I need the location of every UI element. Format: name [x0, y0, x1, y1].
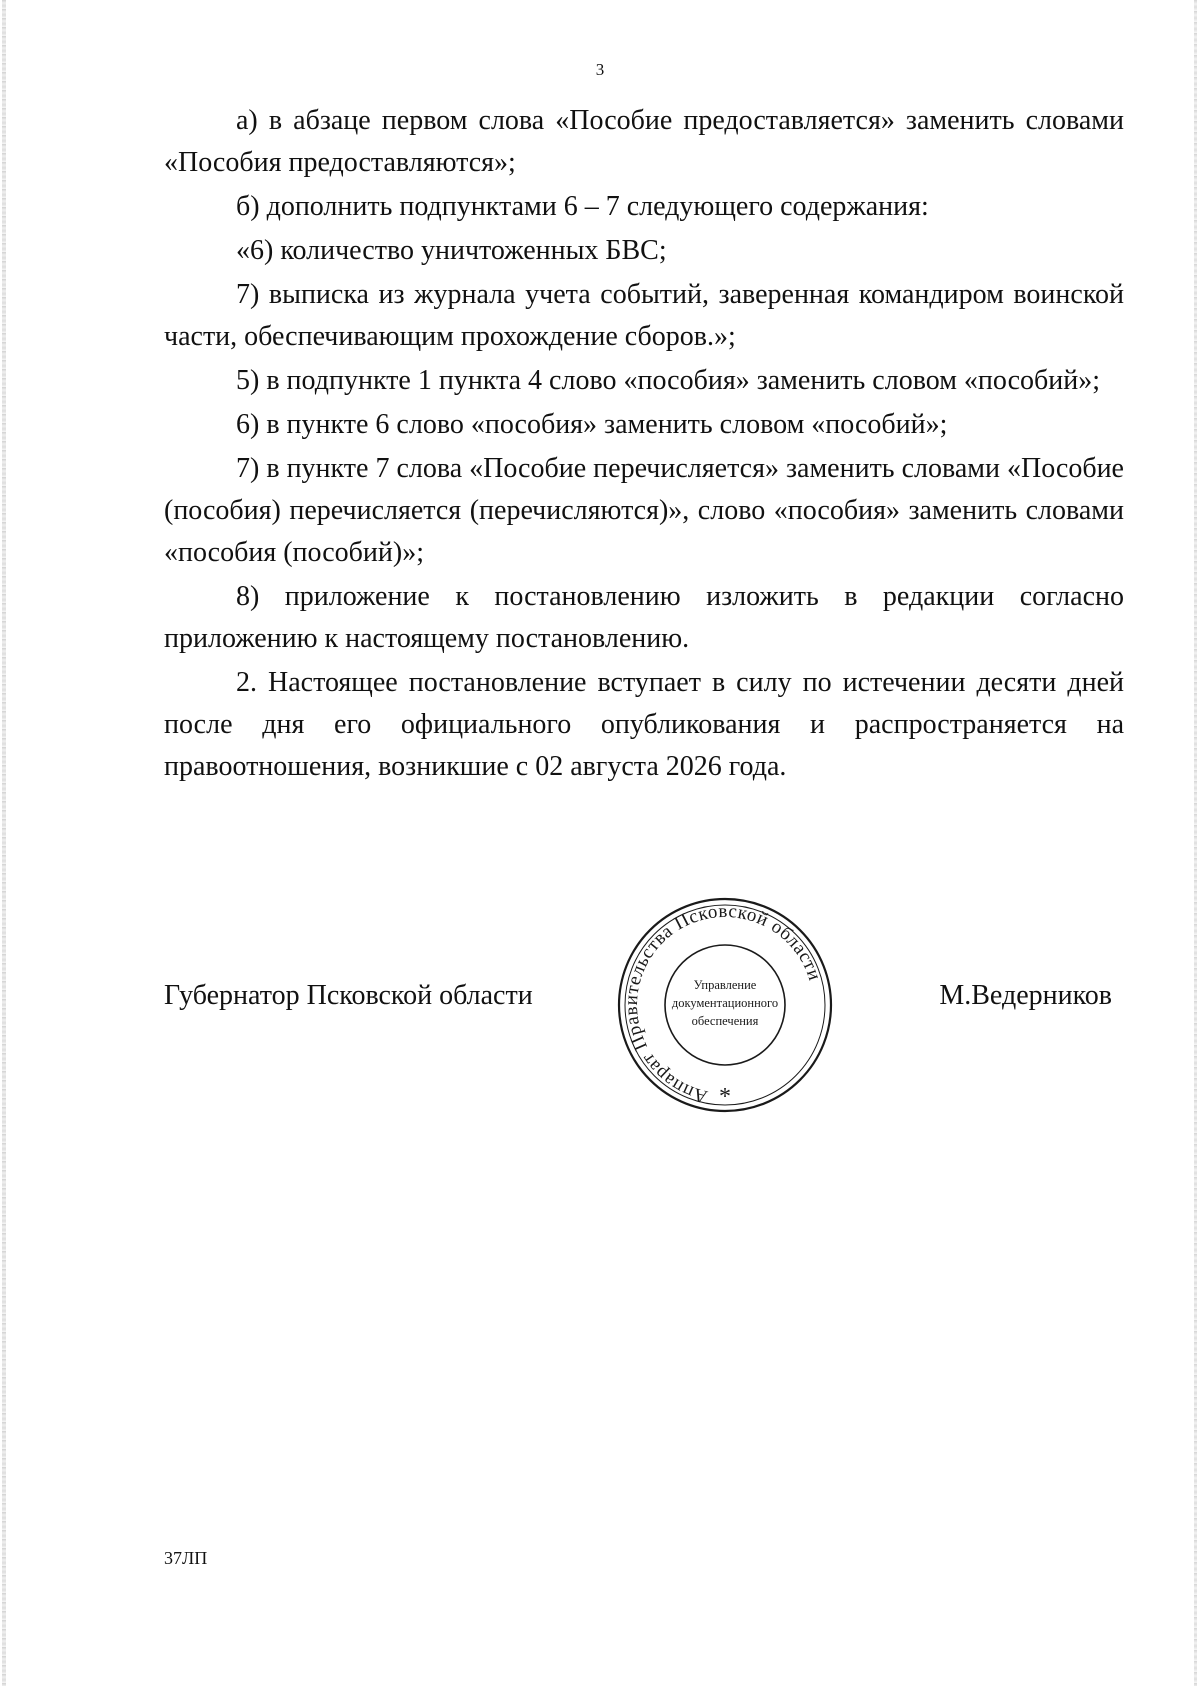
seal-outer-text: Аппарат Правительства Псковской области	[620, 900, 826, 1108]
signature-name: М.Ведерников	[939, 980, 1112, 1011]
page-number: 3	[595, 60, 605, 79]
paragraph-b: б) дополнить подпунктами 6 – 7 следующего содержания:	[236, 191, 929, 222]
paragraph-sub-7: 7) выписка из журнала учета событий, заверенная командиром воинской части, обеспечивающим прохождение сборов.»;	[164, 279, 1124, 352]
paragraph-8: 8) приложение к постановлению изложить в редакции согласно приложению к настоящему постановлению.	[164, 581, 1124, 654]
paragraph-sub-6: «6) количество уничтоженных БВС;	[236, 235, 667, 266]
document-body	[164, 100, 1124, 788]
seal-inner-line-3: обеспечения	[691, 1014, 759, 1028]
paragraph-6: 6) в пункте 6 слово «пособия» заменить словом «пособий»;	[236, 409, 948, 440]
official-seal	[610, 895, 840, 1115]
paragraph-a: а) в абзаце первом слова «Пособие предоставляется» заменить словами «Пособия предоставляются»;	[164, 105, 1124, 178]
paragraph-2: 2. Настоящее постановление вступает в силу по истечении десяти дней после дня его официального опубликования и распространяется на правоотношения, возникшие с 02 августа 2026 года.	[164, 667, 1124, 782]
signature-title: Губернатор Псковской области	[164, 980, 533, 1011]
paragraph-5: 5) в подпункте 1 пункта 4 слово «пособия» заменить словом «пособий»;	[236, 365, 1101, 396]
seal-inner-line-2: документационного	[671, 996, 779, 1010]
scan-edge-left	[2, 0, 6, 1686]
document-code: 37ЛП	[164, 1548, 208, 1568]
seal-star-icon: *	[719, 1084, 731, 1110]
scan-edge-right	[1194, 0, 1197, 1686]
seal-inner-line-1: Управление	[693, 978, 757, 992]
paragraph-7: 7) в пункте 7 слова «Пособие перечисляется» заменить словами «Пособие (пособия) перечисляется (перечисляются)», слово «пособия» заменить словами «пособия (пособий)»;	[164, 453, 1124, 568]
